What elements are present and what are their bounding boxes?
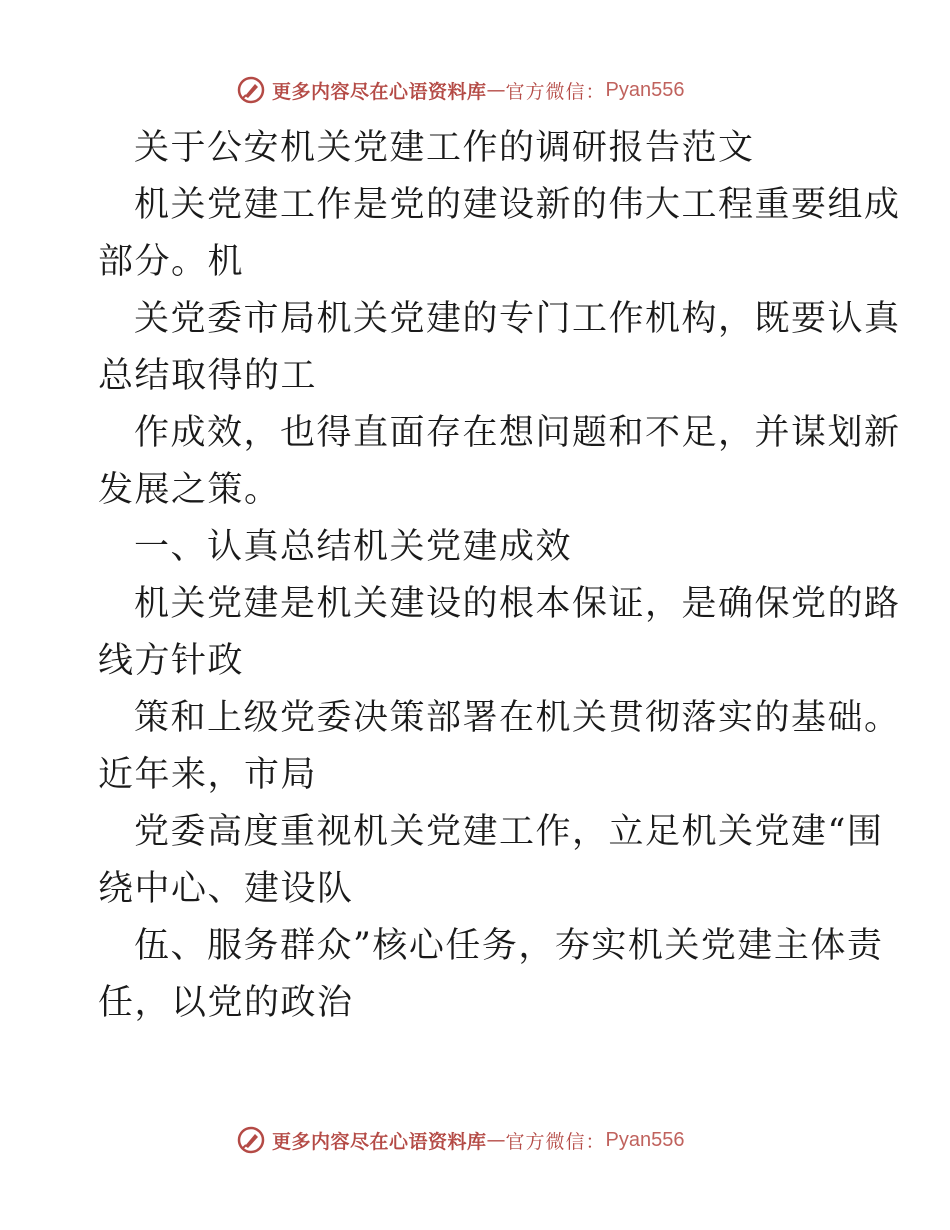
- text-line: 作成效，也得直面存在想问题和不足，并谋划新: [134, 413, 901, 453]
- text-line: 任，以党的政治: [98, 983, 354, 1023]
- text-line: 机关党建工作是党的建设新的伟大工程重要组成: [134, 185, 901, 225]
- watermark-site-text: 更多内容尽在心语资料库: [272, 1130, 487, 1153]
- text-line: 绕中心、建设队: [98, 869, 354, 909]
- text-line: 近年来，市局: [98, 755, 318, 795]
- text-line: 线方针政: [98, 641, 245, 681]
- text-line: 关党委市局机关党建的专门工作机构，既要认真: [134, 299, 901, 339]
- watermark-wechat-label: 官方微信：: [505, 80, 606, 103]
- text-line: 机关党建是机关建设的根本保证，是确保党的路: [134, 584, 901, 624]
- header-watermark: [236, 72, 685, 108]
- section-heading: 一、认真总结机关党建成效: [134, 527, 573, 567]
- watermark-wechat-id: Pyan556: [605, 1128, 685, 1151]
- text-line: 部分。机: [98, 242, 245, 282]
- document-title: 关于公安机关党建工作的调研报告范文: [134, 128, 755, 168]
- pen-nib-logo-icon: [236, 1125, 266, 1155]
- watermark-dash: —: [486, 79, 506, 101]
- watermark-wechat-label: 官方微信：: [505, 1130, 606, 1153]
- pen-nib-logo-icon: [236, 75, 266, 105]
- watermark-wechat-id: Pyan556: [605, 78, 685, 101]
- text-line: 策和上级党委决策部署在机关贯彻落实的基础。: [134, 698, 901, 738]
- text-line: 发展之策。: [98, 470, 281, 510]
- document-body: [98, 120, 901, 1032]
- watermark-dash: —: [486, 1129, 506, 1151]
- watermark-site-text: 更多内容尽在心语资料库: [272, 80, 487, 103]
- text-line: 伍、服务群众”核心任务，夯实机关党建主体责: [134, 926, 884, 966]
- footer-watermark: [236, 1122, 685, 1158]
- text-line: 总结取得的工: [98, 356, 318, 396]
- text-line: 党委高度重视机关党建工作，立足机关党建“围: [134, 812, 884, 852]
